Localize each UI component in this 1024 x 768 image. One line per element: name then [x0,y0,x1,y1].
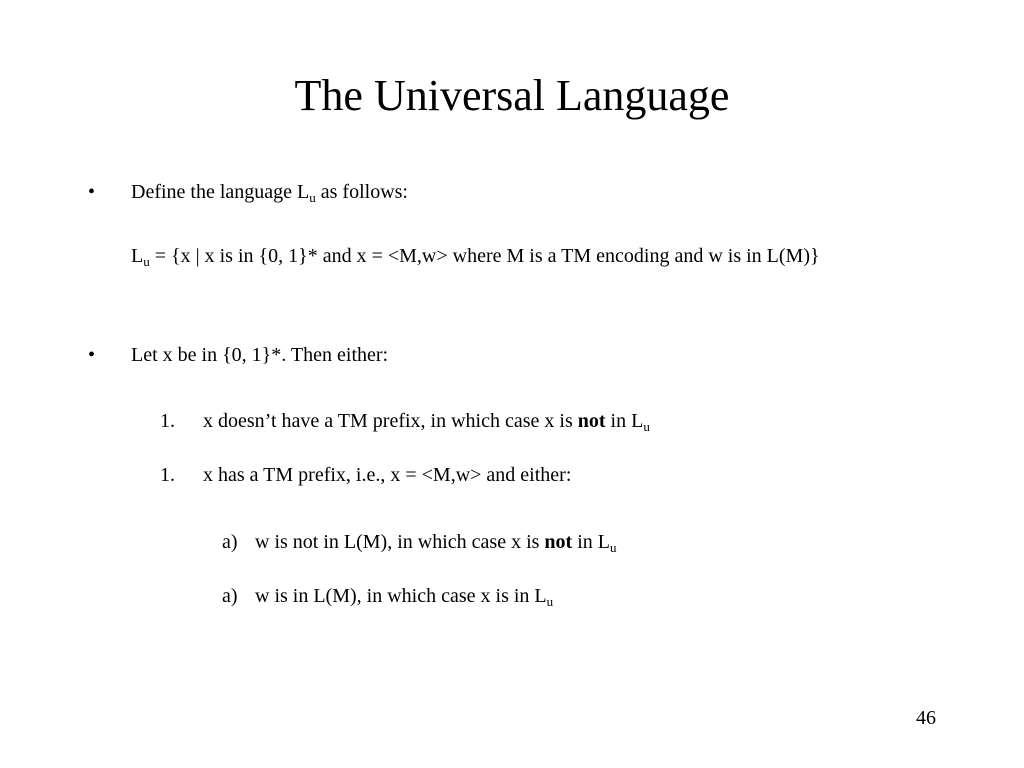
case-marker: 1. [160,410,175,432]
subscript-u: u [643,419,650,434]
case-text: in L [605,410,644,432]
case-has-tm-prefix: x has a TM prefix, i.e., x = <M,w> and either: [203,464,572,486]
subcase-marker: a) [222,585,238,607]
subscript-u: u [309,190,316,205]
page-number: 46 [916,707,936,729]
subscript-u: u [546,594,554,609]
bullet-define-language [131,180,408,204]
definition-base: L [131,245,144,267]
case-text: x doesn’t have a TM prefix, in which case x is [203,410,578,432]
language-definition [131,244,820,268]
bullet-marker: • [88,181,96,203]
subcase-text: w is in L(M), in which case x is in L [255,585,547,607]
definition-text: = {x | x is in {0, 1}* and x = <M,w> where M is a TM encoding and w is in L(M)} [149,245,820,267]
subcase-in-lm [255,584,553,608]
case-no-tm-prefix [203,409,650,433]
subcase-not-in-lm [255,530,616,554]
slide-title: The Universal Language [294,71,730,120]
bullet-let-x: Let x be in {0, 1}*. Then either: [131,344,389,366]
subcase-text: in L [572,531,610,553]
case-emphasis: not [577,410,606,432]
bullet-marker: • [88,344,96,366]
subscript-u: u [143,254,150,269]
subscript-u: u [609,540,617,555]
case-marker: 1. [160,464,175,486]
subcase-emphasis: not [544,531,573,553]
subcase-marker: a) [222,531,238,553]
bullet-text: as follows: [315,181,408,203]
bullet-text: Define the language L [131,181,310,203]
subcase-text: w is not in L(M), in which case x is [255,531,545,553]
